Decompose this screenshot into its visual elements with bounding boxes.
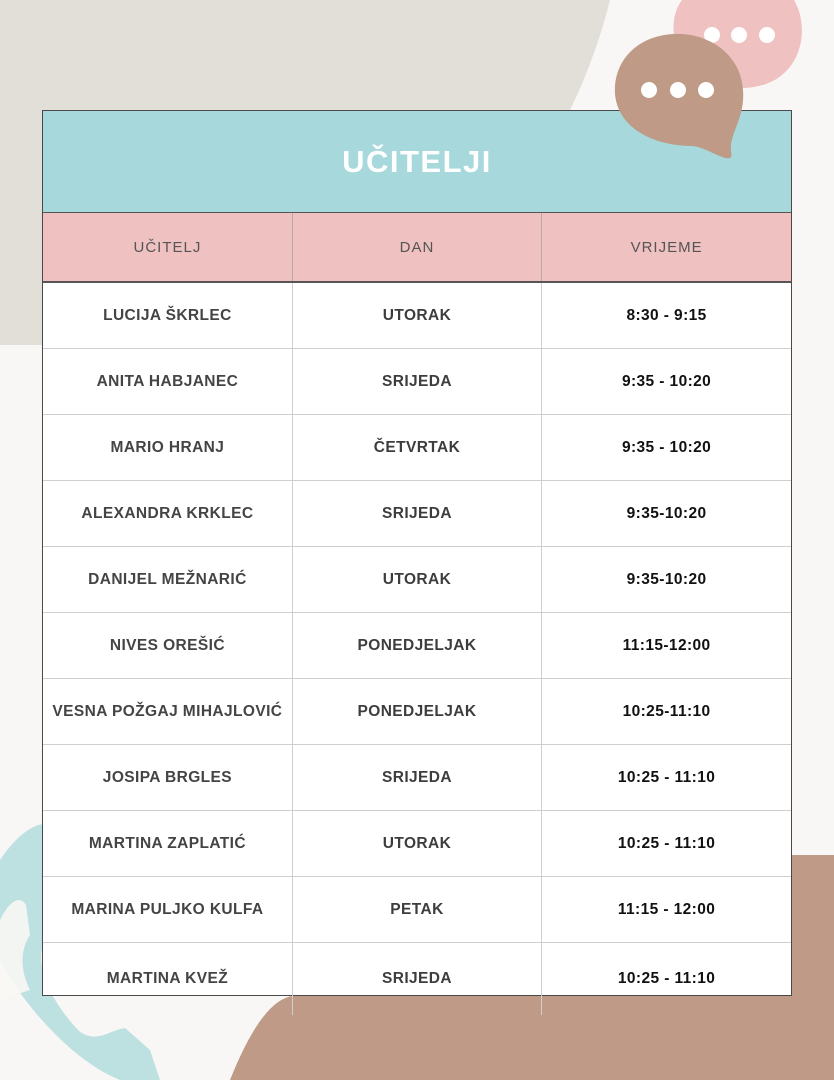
teacher-cell: MARIO HRANJ [43,415,292,481]
table-row [43,679,791,745]
table-row [43,877,791,943]
time-cell: 11:15 - 12:00 [542,877,791,943]
teacher-cell: MARTINA ZAPLATIĆ [43,811,292,877]
time-cell: 9:35 - 10:20 [542,349,791,415]
table-row [43,481,791,547]
table-row [43,811,791,877]
time-cell: 10:25 - 11:10 [542,811,791,877]
day-cell: PONEDJELJAK [292,679,541,745]
time-cell: 9:35-10:20 [542,481,791,547]
table-row [43,547,791,613]
column-header-day: DAN [292,213,541,282]
day-cell: SRIJEDA [292,349,541,415]
schedule-table [43,213,791,1015]
day-cell: SRIJEDA [292,745,541,811]
time-cell: 9:35-10:20 [542,547,791,613]
teacher-cell: MARTINA KVEŽ [43,943,292,1016]
time-cell: 10:25-11:10 [542,679,791,745]
column-header-time: VRIJEME [542,213,791,282]
table-header-row [43,213,791,282]
teacher-cell: DANIJEL MEŽNARIĆ [43,547,292,613]
day-cell: PETAK [292,877,541,943]
time-cell: 10:25 - 11:10 [542,745,791,811]
day-cell: ČETVRTAK [292,415,541,481]
day-cell: UTORAK [292,547,541,613]
table-row [43,745,791,811]
column-header-teacher: UČITELJ [43,213,292,282]
day-cell: UTORAK [292,282,541,349]
teacher-cell: LUCIJA ŠKRLEC [43,282,292,349]
teacher-cell: JOSIPA BRGLES [43,745,292,811]
time-cell: 9:35 - 10:20 [542,415,791,481]
table-row [43,282,791,349]
table-row [43,349,791,415]
table-row [43,943,791,1016]
teacher-cell: ALEXANDRA KRKLEC [43,481,292,547]
speech-bubble-icon [613,32,745,160]
day-cell: UTORAK [292,811,541,877]
time-cell: 8:30 - 9:15 [542,282,791,349]
time-cell: 10:25 - 11:10 [617,970,716,987]
teacher-cell: ANITA HABJANEC [43,349,292,415]
schedule-card [42,110,792,996]
teacher-cell: VESNA POŽGAJ MIHAJLOVIĆ [43,679,292,745]
day-cell: SRIJEDA [292,943,541,1016]
page-title: UČITELJI [342,143,492,179]
day-cell: SRIJEDA [292,481,541,547]
time-cell: 11:15-12:00 [542,613,791,679]
table-row [43,415,791,481]
day-cell: PONEDJELJAK [292,613,541,679]
teacher-cell: NIVES OREŠIĆ [43,613,292,679]
table-row [43,613,791,679]
teacher-cell: MARINA PULJKO KULFA [43,877,292,943]
